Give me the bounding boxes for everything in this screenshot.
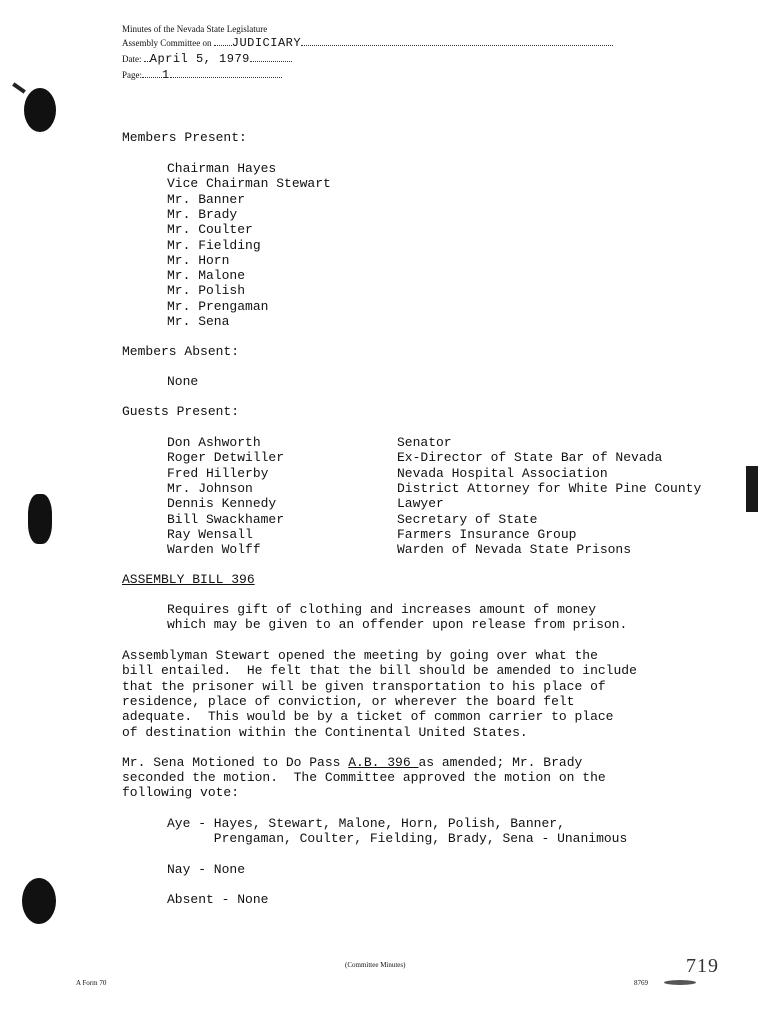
edge-mark: [746, 466, 758, 512]
guest-affiliation: Nevada Hospital Association: [397, 465, 608, 481]
bill-summary-line-2: which may be given to an offender upon release from prison.: [167, 617, 628, 632]
guest-name: Don Ashworth: [167, 435, 261, 450]
scan-smudge: [664, 980, 696, 985]
header-legislature-line: Minutes of the Nevada State Legislature: [122, 24, 268, 34]
vote-aye-line-1: Aye - Hayes, Stewart, Malone, Horn, Polish, Banner,: [167, 816, 565, 831]
discussion-line: residence, place of conviction, or wherever the board felt: [122, 693, 575, 709]
guest-affiliation: Warden of Nevada State Prisons: [397, 542, 632, 558]
punch-hole-bottom: [22, 878, 56, 924]
form-number: A Form 70: [76, 979, 107, 987]
member-present-name: Mr. Prengaman: [167, 298, 269, 314]
member-present-name: Mr. Coulter: [167, 222, 253, 238]
guest-name: Dennis Kennedy: [167, 496, 277, 512]
header-date-line: Date: April 5, 1979: [122, 53, 292, 65]
members-absent-heading: Members Absent:: [122, 344, 240, 359]
guest-name: Fred Hillerby: [167, 465, 269, 481]
guest-name: Ray Wensall: [167, 526, 253, 542]
guest-affiliation: Ex-Director of State Bar of Nevada: [397, 450, 663, 466]
member-present-name: Mr. Horn: [167, 252, 230, 268]
guest-affiliation: Farmers Insurance Group: [397, 526, 577, 542]
discussion-line: of destination within the Continental United States.: [122, 724, 528, 740]
discussion-line: bill entailed. He felt that the bill should be amended to include: [122, 663, 637, 679]
guest-affiliation: Secretary of State: [397, 511, 538, 527]
guest-affiliation: District Attorney for White Pine County: [397, 480, 702, 496]
member-present-name: Mr. Malone: [167, 268, 246, 284]
discussion-line: that the prisoner will be given transportation to his place of: [122, 678, 606, 694]
guest-name: Mr. Johnson: [167, 480, 253, 496]
stamped-page-number: 719: [686, 955, 719, 977]
guests-heading: Guests Present:: [122, 404, 240, 419]
header-committee-line: Assembly Committee on JUDICIARY: [122, 37, 613, 49]
vote-nay: Nay - None: [167, 862, 246, 877]
bill-summary-line-1: Requires gift of clothing and increases amount of money: [167, 602, 597, 617]
page-field: 1: [162, 68, 170, 82]
guest-affiliation: Senator: [397, 435, 452, 450]
meeting-date: April 5, 1979: [149, 52, 250, 66]
member-present-name: Chairman Hayes: [167, 161, 277, 176]
member-present-name: Mr. Brady: [167, 206, 238, 222]
punch-hole-top: [24, 88, 56, 132]
bill-title: ASSEMBLY BILL 396: [122, 572, 255, 587]
motion-line-2: seconded the motion. The Committee approved the motion on the: [122, 770, 606, 785]
discussion-line: adequate. This would be by a ticket of common carrier to place: [122, 709, 614, 725]
footer-code: 8769: [634, 979, 648, 987]
vote-absent: Absent - None: [167, 892, 269, 907]
motion-line-3: following vote:: [122, 785, 240, 800]
guest-name: Roger Detwiller: [167, 450, 285, 466]
guest-name: Warden Wolff: [167, 542, 261, 558]
member-present-name: Mr. Polish: [167, 283, 246, 299]
members-present-heading: Members Present:: [122, 130, 247, 145]
member-present-name: Mr. Sena: [167, 314, 230, 329]
guest-name: Bill Swackhamer: [167, 511, 285, 527]
motion-line: Mr. Sena Motioned to Do Pass A.B. 396 as amended; Mr. Brady: [122, 755, 583, 770]
vote-aye-line-2: Prengaman, Coulter, Fielding, Brady, Sena - Unanimous: [167, 831, 628, 846]
member-present-name: Mr. Banner: [167, 191, 246, 207]
header-page-line: Page: 1: [122, 69, 282, 81]
member-present-name: Mr. Fielding: [167, 237, 261, 253]
footer-caption: (Committee Minutes): [345, 961, 406, 969]
bill-reference: A.B. 396: [348, 755, 419, 770]
members-absent-value: None: [167, 374, 199, 389]
scan-mark: [12, 82, 26, 93]
discussion-line: Assemblyman Stewart opened the meeting by going over what the: [122, 648, 598, 663]
punch-hole-middle: [28, 494, 52, 544]
member-present-name: Vice Chairman Stewart: [167, 176, 331, 192]
guest-affiliation: Lawyer: [397, 496, 444, 512]
committee-name: JUDICIARY: [231, 36, 302, 50]
